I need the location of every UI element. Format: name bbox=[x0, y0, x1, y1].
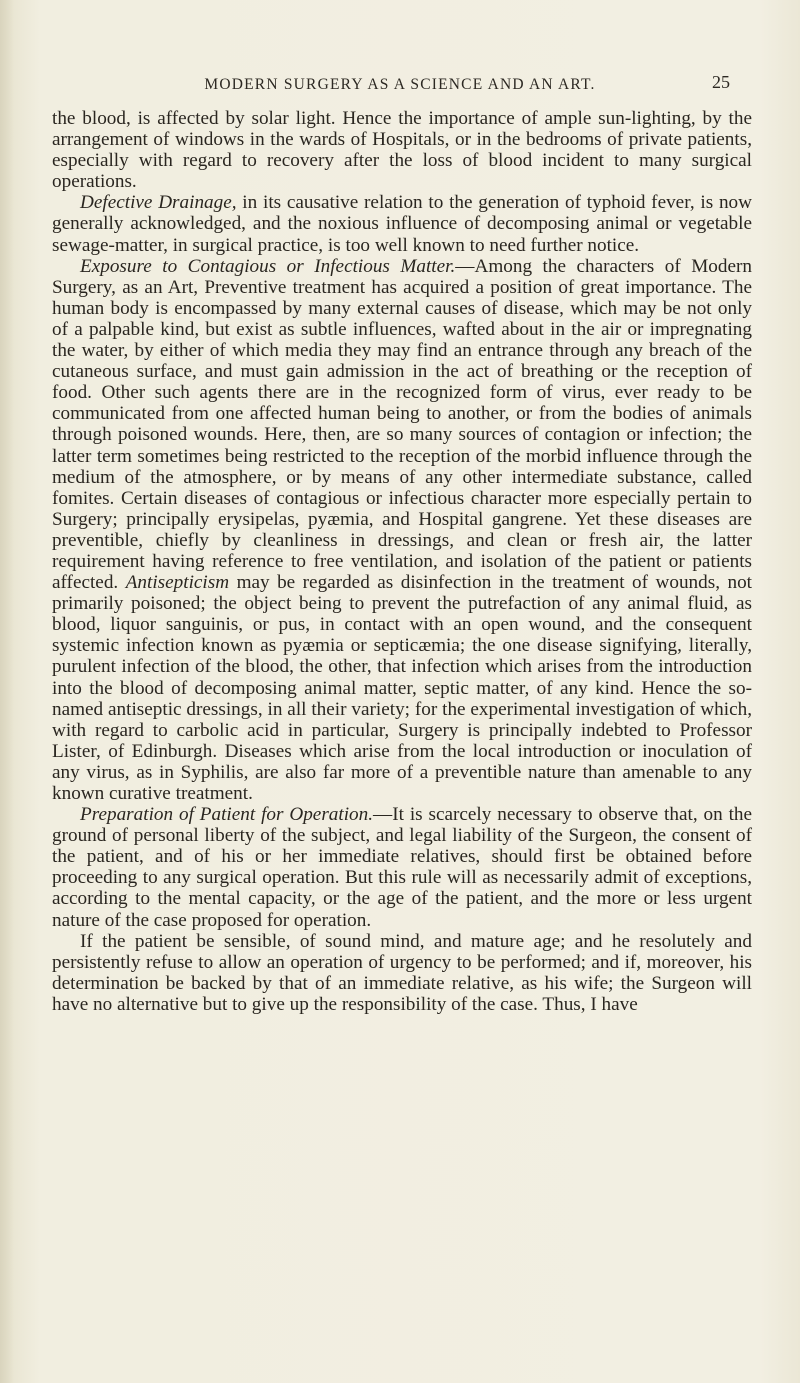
running-header: MODERN SURGERY AS A SCIENCE AND AN ART. bbox=[204, 76, 596, 93]
paragraph-exposure-contagion bbox=[52, 256, 752, 804]
section-heading: Exposure to Contagious or Infectious Matter. bbox=[80, 255, 456, 277]
antisepticism-text: may be regarded as disinfection in the treatment of wounds, not primarily poisoned; the object being to prevent the putrefaction of any animal fluid, as blood, liquor sanguinis, or pus, in contact with an open wound, and the consequent systemic infection known as pyæmia or septicæmia; the one disease signifying, literally, purulent infection of the blood, the other, that infection which arises from the introduction into the blood of decomposing animal matter, septic matter, of any kind. Hence the so-named antiseptic dressings, in all their variety; for the experimental investigation of which, with regard to carbolic acid in particular, Surgery is principally indebted to Professor Lister, of Edinburgh. Diseases which arise from the local introduction or inoculation of any virus, as in Syphilis, are also far more of a preventible nature than amenable to any known curative treatment. bbox=[52, 572, 752, 804]
paragraph-defective-drainage bbox=[52, 192, 752, 255]
paragraph-preparation bbox=[52, 804, 752, 931]
paragraph-text: If the patient be sensible, of sound mind, and mature age; and he resolutely and persistently refuse to allow an operation of urgency to be performed; and if, moreover, his determination be backed by that of an immediate relative, as his wife; the Surgeon will have no alternative but to give up the responsibility of the case. Thus, I have bbox=[52, 930, 752, 1015]
section-heading: Preparation of Patient for Operation. bbox=[80, 804, 374, 826]
section-heading: Defective Drainage, bbox=[80, 192, 237, 214]
paragraph-text: the blood, is affected by solar light. Hence the importance of ample sun-lighting, by the arrangement of windows in the wards of Hospitals, or in the bedrooms of private patients, especially with regard to recovery after the loss of blood incident to many surgical operations. bbox=[52, 108, 752, 193]
antisepticism-term: Antisepticism bbox=[125, 572, 230, 594]
page-number: 25 bbox=[712, 72, 730, 92]
page-binding-shadow bbox=[0, 0, 14, 1383]
paragraph-solar-light bbox=[52, 108, 752, 192]
paragraph-patient-refusal bbox=[52, 931, 752, 1015]
body-text bbox=[52, 108, 752, 1015]
paragraph-text: in its causative relation to the generation of typhoid fever, is now generally acknowledged, and the noxious influence of decomposing animal or vegetable sewage-matter, in surgical practice, is too well known to need further notice. bbox=[52, 192, 752, 256]
paragraph-text: —It is scarcely necessary to observe that, on the ground of personal liberty of the subject, and legal liability of the Surgeon, the consent of the patient, and of his or her immediate relatives, should first be obtained before proceeding to any surgical operation. But this rule will as necessarily admit of exceptions, according to the mental capacity, or the age of the patient, and the more or less urgent nature of the case proposed for operation. bbox=[52, 804, 753, 931]
paragraph-text: —Among the characters of Modern Surgery, as an Art, Preventive treatment has acquired a position of great importance. The human body is encompassed by many external causes of disease, which may be not only of a palpable kind, but exist as subtle influences, wafted about in the air or impregnating the water, by either of which media they may find an entrance through any breach of the cutaneous surface, and must gain admission in the act of breathing or the reception of food. Other such agents there are in the recognized form of virus, ever ready to be communicated from one affected human being to another, or from the bodies of animals through poisoned wounds. Here, then, are so many sources of contagion or infection; the latter term sometimes being restricted to the reception of the morbid influence through the medium of the atmosphere, or by means of any other intermediate substance, called fomites. Certain diseases of contagious or infectious character more especially pertain to Surgery; principally erysipelas, pyæmia, and Hospital gangrene. Yet these diseases are preventible, chiefly by cleanliness in dressings, and clean or fresh air, the latter requirement having reference to free ventilation, and isolation of the patient or patients affected. bbox=[52, 255, 752, 594]
